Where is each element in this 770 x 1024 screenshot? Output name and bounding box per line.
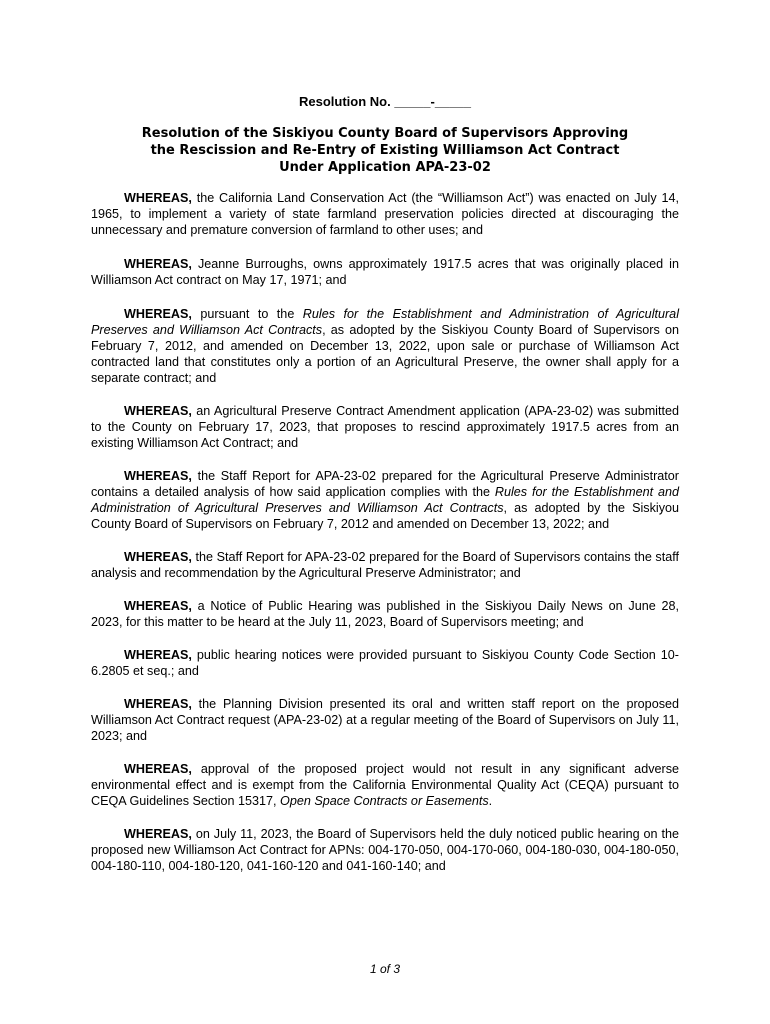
paragraph-text: Jeanne Burroughs, owns approximately 1917.5 acres that was originally placed in Williamson Act contract on May 17, 1971; and xyxy=(91,257,679,287)
whereas-paragraph-8 xyxy=(91,647,679,679)
paragraph-text: the Staff Report for APA-23-02 prepared for the Agricultural Preserve Administrator contains a detailed analysis of how said application complies with the xyxy=(91,469,679,499)
whereas-lead: WHEREAS, xyxy=(124,599,192,613)
paragraph-text: an Agricultural Preserve Contract Amendment application (APA-23-02) was submitted to the County on February 17, 2023, that proposes to rescind approximately 1917.5 acres from an existing Williamson Act Contract; and xyxy=(91,404,679,450)
ceqa-section-italic: Open Space Contracts or Easements xyxy=(280,794,489,808)
whereas-paragraph-1 xyxy=(91,190,679,238)
title-line-1: Resolution of the Siskiyou County Board of Supervisors Approving xyxy=(141,126,629,141)
whereas-paragraph-6 xyxy=(91,549,679,581)
title-line-2: the Rescission and Re-Entry of Existing Williamson Act Contract xyxy=(150,143,620,158)
paragraph-text: on July 11, 2023, the Board of Supervisors held the duly noticed public hearing on the proposed new Williamson Act Contract for APNs: 004-170-050, 004-170-060, 004-180-030, 004-180-050, 004-180-110, 004-180-120, 041-160-120 and 041-160-140; and xyxy=(91,827,679,873)
paragraph-text: approval of the proposed project would not result in any significant adverse environmental effect and is exempt from the California Environmental Quality Act (CEQA) pursuant to CEQA Guidelines Section 15317, xyxy=(91,762,679,808)
whereas-lead: WHEREAS, xyxy=(124,697,192,711)
whereas-lead: WHEREAS, xyxy=(124,762,192,776)
page-number: 1 of 3 xyxy=(369,962,401,976)
paragraph-text: the Planning Division presented its oral and written staff report on the proposed Williamson Act Contract request (APA-23-02) at a regular meeting of the Board of Supervisors on July 11, 2023; and xyxy=(91,697,679,743)
whereas-paragraph-9 xyxy=(91,696,679,744)
title-line-3: Under Application APA-23-02 xyxy=(279,160,491,175)
rules-title-italic: Rules for the Establishment and Administration of Agricultural Preserves and Williamson Act Contracts xyxy=(91,307,679,337)
paragraph-text: , as adopted by the Siskiyou County Board of Supervisors on February 7, 2012, and amended on December 13, 2022, upon sale or purchase of Williamson Act contracted land that constitutes only a portion of an Agricultural Preserve, the owner shall apply for a separate contract; and xyxy=(91,323,680,385)
whereas-lead: WHEREAS, xyxy=(124,550,192,564)
whereas-lead: WHEREAS, xyxy=(124,307,192,321)
whereas-lead: WHEREAS, xyxy=(124,404,192,418)
paragraph-text: a Notice of Public Hearing was published in the Siskiyou Daily News on June 28, 2023, for this matter to be heard at the July 11, 2023, Board of Supervisors meeting; and xyxy=(91,599,679,629)
whereas-paragraph-10 xyxy=(91,761,679,809)
resolution-body xyxy=(91,190,679,874)
paragraph-text: public hearing notices were provided pursuant to Siskiyou County Code Section 10-6.2805 et seq.; and xyxy=(91,648,679,678)
whereas-paragraph-11 xyxy=(91,826,679,874)
paragraph-text: the Staff Report for APA-23-02 prepared for the Board of Supervisors contains the staff analysis and recommendation by the Agricultural Preserve Administrator; and xyxy=(91,550,679,580)
resolution-number: Resolution No. _____-_____ xyxy=(299,94,471,109)
whereas-lead: WHEREAS, xyxy=(124,648,192,662)
rules-title-italic: Rules for the Establishment and Administration of Agricultural Preserves and Williamson Act Contracts xyxy=(91,485,680,515)
whereas-paragraph-2 xyxy=(91,256,679,288)
paragraph-text: , as adopted by the Siskiyou County Board of Supervisors on February 7, 2012 and amended on December 13, 2022; and xyxy=(91,501,679,531)
paragraph-text: . xyxy=(488,794,493,808)
whereas-paragraph-3 xyxy=(91,306,679,386)
whereas-paragraph-5 xyxy=(91,468,679,532)
paragraph-text: the California Land Conservation Act (the “Williamson Act”) was enacted on July 14, 1965, to implement a variety of state farmland preservation policies directed at discouraging the unnecessary and premature conversion of farmland to other uses; and xyxy=(91,191,679,237)
whereas-paragraph-4 xyxy=(91,403,679,451)
whereas-lead: WHEREAS, xyxy=(124,257,192,271)
whereas-lead: WHEREAS, xyxy=(124,469,192,483)
paragraph-text: pursuant to the xyxy=(191,307,303,321)
resolution-title xyxy=(91,125,679,176)
whereas-paragraph-7 xyxy=(91,598,679,630)
whereas-lead: WHEREAS, xyxy=(124,191,192,205)
whereas-lead: WHEREAS, xyxy=(124,827,192,841)
